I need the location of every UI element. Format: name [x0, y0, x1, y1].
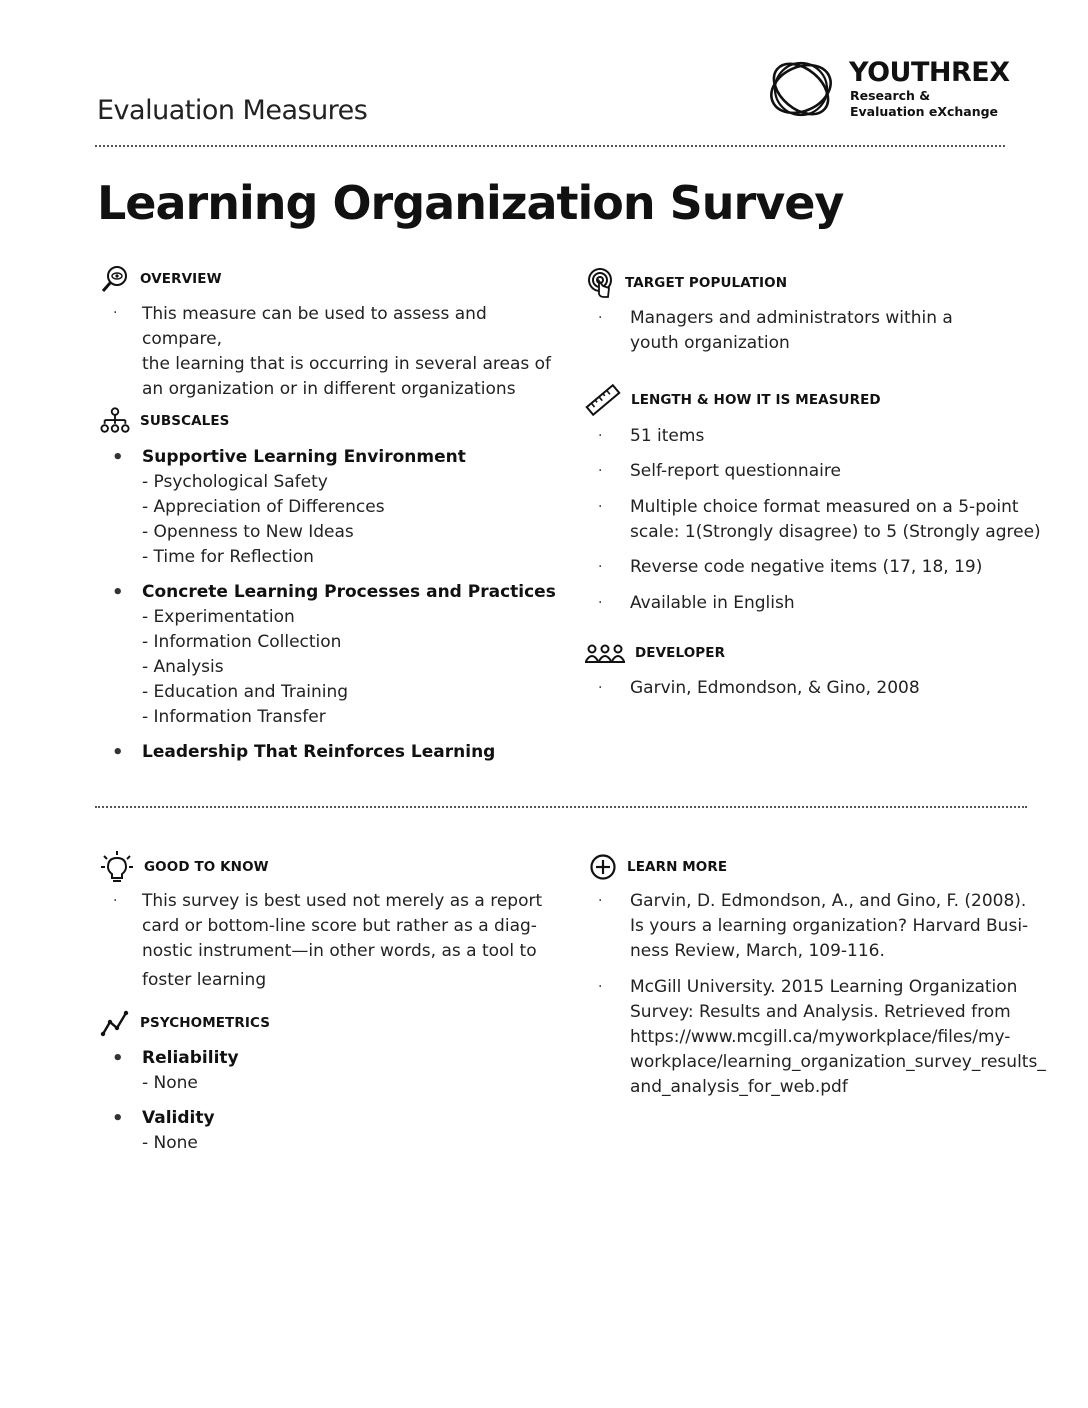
logo-title: YOUTHREX — [849, 57, 1010, 88]
subscale-item: - Analysis — [142, 657, 224, 677]
logo-subtitle-line-2: Evaluation eXchange — [850, 104, 999, 119]
subscale-group — [142, 580, 556, 730]
lightbulb-icon — [100, 850, 134, 884]
youthrex-logo — [765, 55, 1010, 127]
subscales-heading: SUBSCALES — [100, 406, 230, 436]
reference-line: workplace/learning_organization_survey_results_ — [630, 1052, 1046, 1072]
reference-line: and_analysis_for_web.pdf — [630, 1077, 848, 1097]
target-population-text — [630, 306, 953, 356]
reference-item — [630, 975, 1046, 1100]
bullet-marker: • — [112, 582, 124, 603]
bullet-marker: · — [598, 310, 603, 326]
subscale-group — [142, 740, 495, 765]
validity-label: Validity — [142, 1108, 215, 1128]
overview-heading: OVERVIEW — [100, 264, 222, 294]
bullet-marker: · — [113, 305, 118, 321]
validity-block — [142, 1106, 215, 1156]
bullet-marker: • — [112, 1048, 124, 1069]
reliability-value: - None — [142, 1073, 198, 1093]
good-to-know-line: This survey is best used not merely as a report — [142, 891, 543, 911]
reference-line: Survey: Results and Analysis. Retrieved from — [630, 1002, 1011, 1022]
target-line: Managers and administrators within a — [630, 308, 953, 328]
length-item-line: Multiple choice format measured on a 5-point — [630, 497, 1019, 517]
reference-item — [630, 889, 1028, 964]
developer-heading: DEVELOPER — [585, 638, 725, 668]
good-to-know-line: card or bottom-line score but rather as a diag- — [142, 916, 537, 936]
subscale-item: - Information Collection — [142, 632, 342, 652]
bullet-marker: · — [598, 595, 603, 611]
subscale-item: - Psychological Safety — [142, 472, 328, 492]
length-item: Reverse code negative items (17, 18, 19) — [630, 557, 983, 577]
orbit-logo-icon — [765, 55, 845, 127]
document-category-label: Evaluation Measures — [97, 95, 368, 126]
good-to-know-line: foster learning — [142, 970, 267, 990]
bullet-marker: · — [598, 979, 603, 995]
plus-circle-icon — [589, 853, 617, 881]
good-to-know-text — [142, 889, 542, 993]
bullet-marker: · — [598, 499, 603, 515]
overview-line: This measure can be used to assess and compare, — [142, 304, 487, 349]
length-item — [630, 495, 1041, 545]
reference-line: McGill University. 2015 Learning Organization — [630, 977, 1018, 997]
reference-line: ness Review, March, 109-116. — [630, 941, 885, 961]
length-item: Available in English — [630, 593, 795, 613]
bullet-marker: • — [112, 742, 124, 763]
logo-subtitle — [850, 88, 998, 120]
overview-line: an organization or in different organizations — [142, 379, 516, 399]
validity-value: - None — [142, 1133, 198, 1153]
length-heading: LENGTH & HOW IT IS MEASURED — [585, 385, 881, 415]
subscale-group-name: Concrete Learning Processes and Practices — [142, 582, 556, 602]
bullet-marker: · — [598, 680, 603, 696]
length-item: Self-report questionnaire — [630, 461, 841, 481]
bullet-marker: • — [112, 447, 124, 468]
bullet-marker: · — [598, 559, 603, 575]
page-title: Learning Organization Survey — [97, 176, 844, 230]
subscale-group-name: Supportive Learning Environment — [142, 447, 466, 467]
ruler-icon — [585, 385, 621, 415]
subscale-item: - Information Transfer — [142, 707, 326, 727]
subscale-item: - Appreciation of Differences — [142, 497, 385, 517]
length-item: 51 items — [630, 426, 705, 446]
good-to-know-heading: GOOD TO KNOW — [100, 850, 269, 884]
reliability-label: Reliability — [142, 1048, 239, 1068]
bullet-marker: · — [598, 428, 603, 444]
section-divider — [95, 806, 1027, 808]
subscale-group-name: Leadership That Reinforces Learning — [142, 742, 496, 762]
reference-line: Is yours a learning organization? Harvard Busi- — [630, 916, 1029, 936]
people-group-icon — [585, 638, 625, 668]
target-line: youth organization — [630, 333, 790, 353]
bullet-marker: · — [598, 463, 603, 479]
reference-line: https://www.mcgill.ca/myworkplace/files/my- — [630, 1027, 1011, 1047]
target-hand-icon — [585, 268, 615, 298]
reference-line: Garvin, D. Edmondson, A., and Gino, F. (2008). — [630, 891, 1027, 911]
length-item-line: scale: 1(Strongly disagree) to 5 (Strongly agree) — [630, 522, 1041, 542]
subscale-item: - Experimentation — [142, 607, 295, 627]
overview-text — [142, 302, 552, 402]
magnifier-eye-icon — [100, 264, 130, 294]
bullet-marker: · — [598, 893, 603, 909]
psychometrics-heading: PSYCHOMETRICS — [100, 1008, 270, 1038]
target-population-heading: TARGET POPULATION — [585, 268, 787, 298]
header-divider — [95, 145, 1005, 147]
bullet-marker: · — [113, 893, 118, 909]
subscale-item: - Openness to New Ideas — [142, 522, 354, 542]
good-to-know-line: nostic instrument—in other words, as a tool to — [142, 941, 537, 961]
bullet-marker: • — [112, 1108, 124, 1129]
subscale-item: - Education and Training — [142, 682, 349, 702]
overview-line: the learning that is occurring in several areas of — [142, 354, 552, 374]
learn-more-heading: LEARN MORE — [589, 853, 727, 881]
trend-line-icon — [100, 1008, 130, 1038]
subscale-item: - Time for Reflection — [142, 547, 314, 567]
hierarchy-icon — [100, 406, 130, 436]
developer-text: Garvin, Edmondson, & Gino, 2008 — [630, 678, 920, 698]
logo-subtitle-line-1: Research & — [850, 88, 931, 103]
subscale-group — [142, 445, 466, 570]
reliability-block — [142, 1046, 239, 1096]
